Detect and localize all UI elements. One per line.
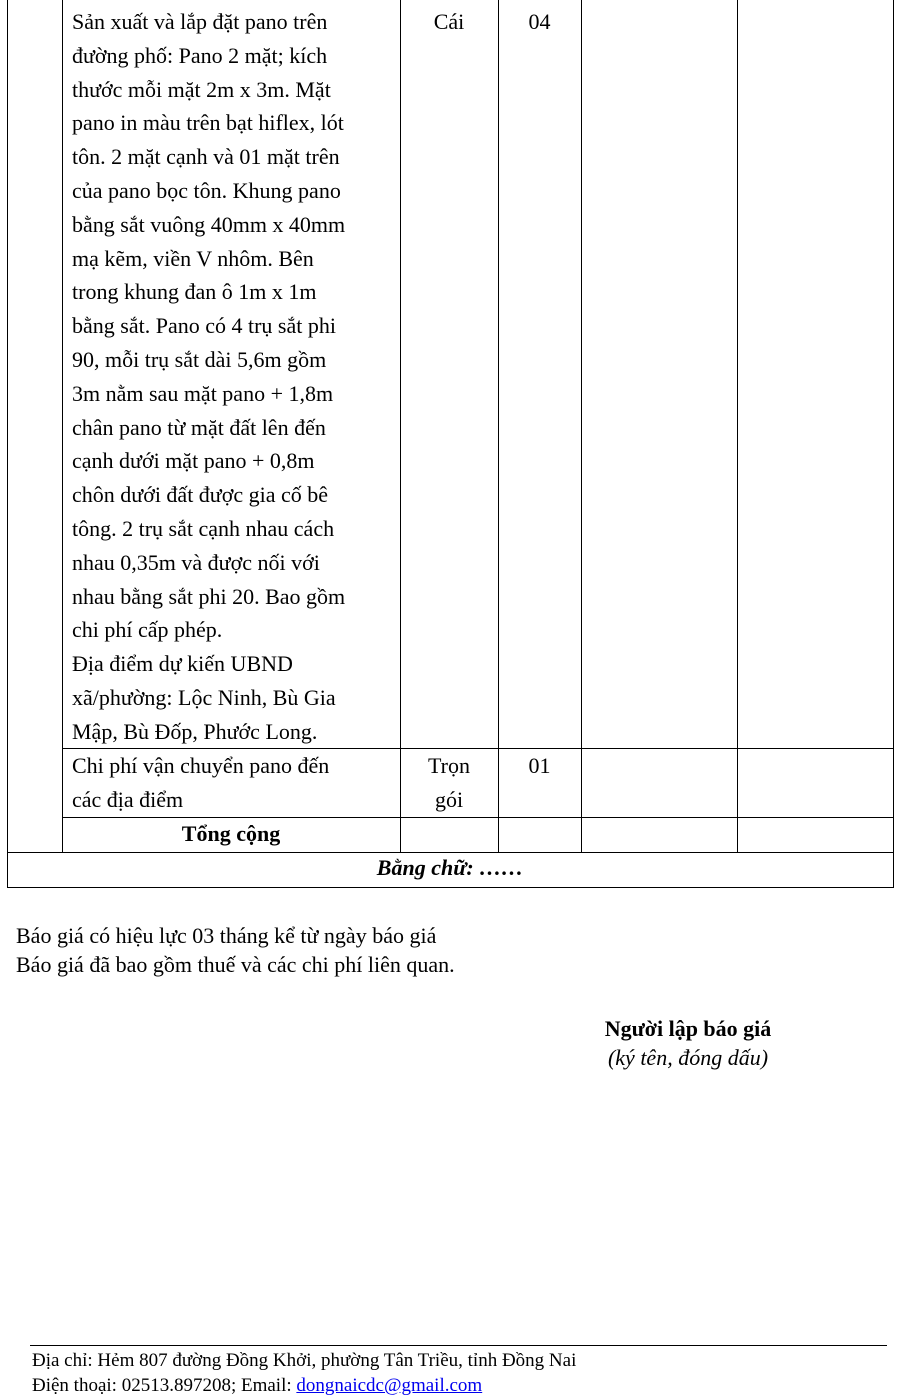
grid-line	[62, 817, 894, 818]
page-footer	[32, 1348, 576, 1398]
grid-line	[893, 0, 894, 888]
tax-note: Báo giá đã bao gồm thuế và các chi phí liên quan.	[16, 952, 455, 977]
amount-in-words: Bằng chữ: ……	[376, 855, 524, 880]
grid-line	[7, 887, 894, 888]
footer-address: Địa chỉ: Hẻm 807 đường Đồng Khởi, phường Tân Triều, tỉnh Đồng Nai	[32, 1350, 577, 1371]
validity-note: Báo giá có hiệu lực 03 tháng kể từ ngày báo giá	[16, 923, 437, 948]
total-label: Tổng cộng	[181, 821, 281, 846]
grid-line	[62, 0, 63, 853]
grid-line	[7, 852, 894, 853]
quotation-notes	[16, 921, 455, 979]
grid-line	[581, 0, 582, 853]
grid-line	[498, 0, 499, 853]
item-description: Chi phí vận chuyển pano đến các địa điểm	[72, 753, 330, 812]
email-link[interactable]: dongnaicdc@gmail.com	[296, 1375, 483, 1396]
footer-contact	[32, 1373, 576, 1398]
item-quantity: 04	[528, 9, 551, 34]
signer-role: Người lập báo giá	[604, 1016, 772, 1041]
item-quantity: 01	[528, 753, 551, 778]
item-unit: Trọn gói	[428, 753, 470, 812]
grid-line	[737, 0, 738, 853]
footer-phone: Điện thoại: 02513.897208; Email:	[32, 1375, 297, 1396]
signature-instruction: (ký tên, đóng dấu)	[607, 1045, 769, 1070]
grid-line	[400, 0, 401, 853]
grid-line	[7, 0, 8, 888]
footer-divider	[30, 1345, 887, 1346]
signature-block	[570, 1014, 806, 1072]
item-description: Sản xuất và lắp đặt pano trên đường phố: Pano 2 mặt; kích thước mỗi mặt 2m x 3m. Mặt pano in màu trên bạt hiflex, lót tôn. 2 mặt cạnh và 01 mặt trên của pano bọc tôn. Khung pano bằng sắt vuông 40mm x 40mm mạ kẽm, viền V nhôm. Bên trong khung đan ô 1m x 1m bằng sắt. Pano có 4 trụ sắt phi 90, mỗi trụ sắt dài 5,6m gồm 3m nằm sau mặt pano + 1,8m chân pano từ mặt đất lên đến cạnh dưới mặt pano + 0,8m chôn dưới đất được gia cố bê tông. 2 trụ sắt cạnh nhau cách nhau 0,35m và được nối với nhau bằng sắt phi 20. Bao gồm chi phí cấp phép. Địa điểm dự kiến UBND xã/phường: Lộc Ninh, Bù Gia Mập, Bù Đốp, Phước Long.	[72, 9, 346, 744]
item-unit: Cái	[433, 9, 465, 34]
